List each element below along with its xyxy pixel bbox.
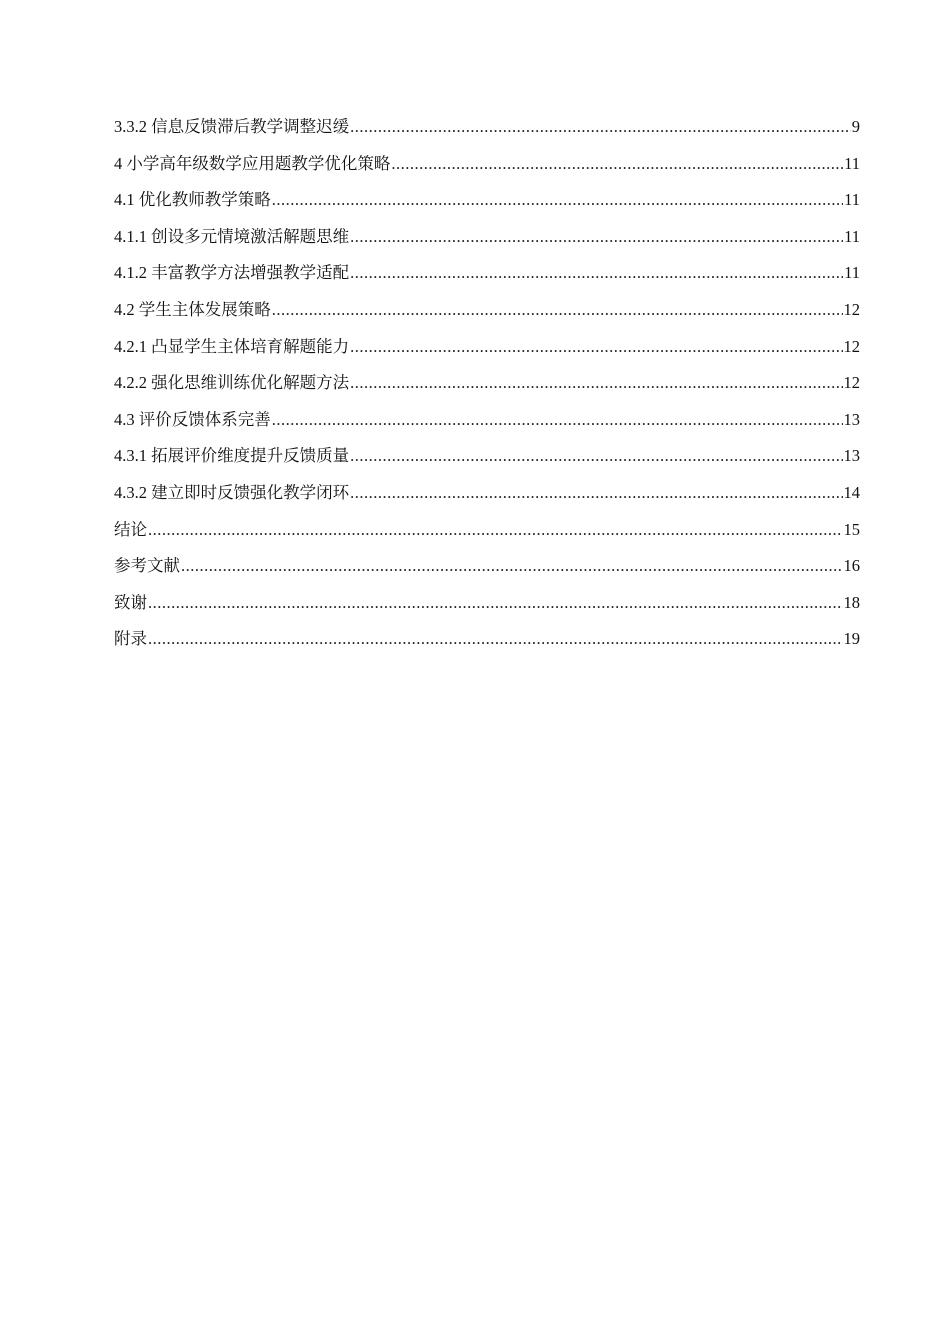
toc-entry[interactable] — [114, 371, 860, 408]
toc-entry-label: 4.3.2 建立即时反馈强化教学闭环 — [114, 482, 350, 502]
toc-entry-page: 12 — [843, 299, 860, 319]
toc-entry-label: 附录 — [114, 629, 147, 649]
table-of-contents — [114, 115, 860, 664]
toc-entry[interactable] — [114, 518, 860, 555]
toc-entry[interactable] — [114, 261, 860, 298]
toc-entry-page: 18 — [843, 592, 860, 612]
toc-dot-leader — [148, 518, 843, 542]
toc-entry[interactable] — [114, 627, 860, 664]
toc-dot-leader — [350, 261, 843, 285]
toc-entry-label: 4.2 学生主体发展策略 — [114, 299, 271, 319]
toc-entry-page: 12 — [843, 336, 860, 356]
toc-entry[interactable] — [114, 444, 860, 481]
toc-dot-leader — [350, 225, 843, 249]
toc-entry[interactable] — [114, 408, 860, 445]
toc-entry-label: 参考文献 — [114, 556, 180, 576]
toc-entry[interactable] — [114, 188, 860, 225]
toc-dot-leader — [350, 444, 842, 468]
toc-entry-label: 4.1.2 丰富教学方法增强教学适配 — [114, 263, 350, 283]
toc-entry-page: 11 — [844, 263, 860, 283]
toc-entry-label: 4.1 优化教师教学策略 — [114, 190, 271, 210]
toc-entry-label: 结论 — [114, 519, 147, 539]
toc-entry-page: 12 — [843, 373, 860, 393]
toc-entry-page: 11 — [844, 190, 860, 210]
toc-dot-leader — [350, 481, 842, 505]
toc-entry-page: 9 — [851, 117, 860, 136]
toc-dot-leader — [148, 627, 843, 651]
toc-dot-leader — [272, 188, 843, 212]
toc-entry-label: 4.1.1 创设多元情境激活解题思维 — [114, 226, 350, 246]
toc-dot-leader — [181, 554, 843, 578]
toc-entry-label: 4.2.2 强化思维训练优化解题方法 — [114, 373, 350, 393]
toc-entry-page: 11 — [844, 226, 860, 246]
toc-entry[interactable] — [114, 335, 860, 372]
toc-entry-page: 14 — [843, 482, 860, 502]
toc-dot-leader — [350, 335, 842, 359]
toc-entry-label: 4.2.1 凸显学生主体培育解题能力 — [114, 336, 350, 356]
toc-dot-leader — [148, 591, 843, 615]
toc-entry-label: 3.3.2 信息反馈滞后教学调整迟缓 — [114, 117, 350, 136]
toc-dot-leader — [272, 408, 843, 432]
toc-entry-page: 16 — [843, 556, 860, 576]
toc-entry-label: 4.3.1 拓展评价维度提升反馈质量 — [114, 446, 350, 466]
toc-entry[interactable] — [114, 298, 860, 335]
toc-entry-page: 13 — [843, 446, 860, 466]
toc-dot-leader — [350, 115, 851, 139]
toc-entry-page: 19 — [843, 629, 860, 649]
toc-entry[interactable] — [114, 225, 860, 262]
toc-dot-leader — [350, 371, 842, 395]
toc-entry-page: 13 — [843, 409, 860, 429]
toc-entry[interactable] — [114, 481, 860, 518]
toc-entry-label: 4.3 评价反馈体系完善 — [114, 409, 271, 429]
toc-entry-label: 4 小学高年级数学应用题教学优化策略 — [114, 153, 391, 173]
toc-entry-page: 11 — [844, 153, 860, 173]
toc-entry[interactable] — [114, 591, 860, 628]
toc-entry[interactable] — [114, 554, 860, 591]
toc-entry[interactable] — [114, 115, 860, 152]
toc-entry-page: 15 — [843, 519, 860, 539]
toc-dot-leader — [272, 298, 843, 322]
toc-dot-leader — [391, 152, 843, 176]
toc-entry-label: 致谢 — [114, 592, 147, 612]
toc-entry[interactable] — [114, 152, 860, 189]
